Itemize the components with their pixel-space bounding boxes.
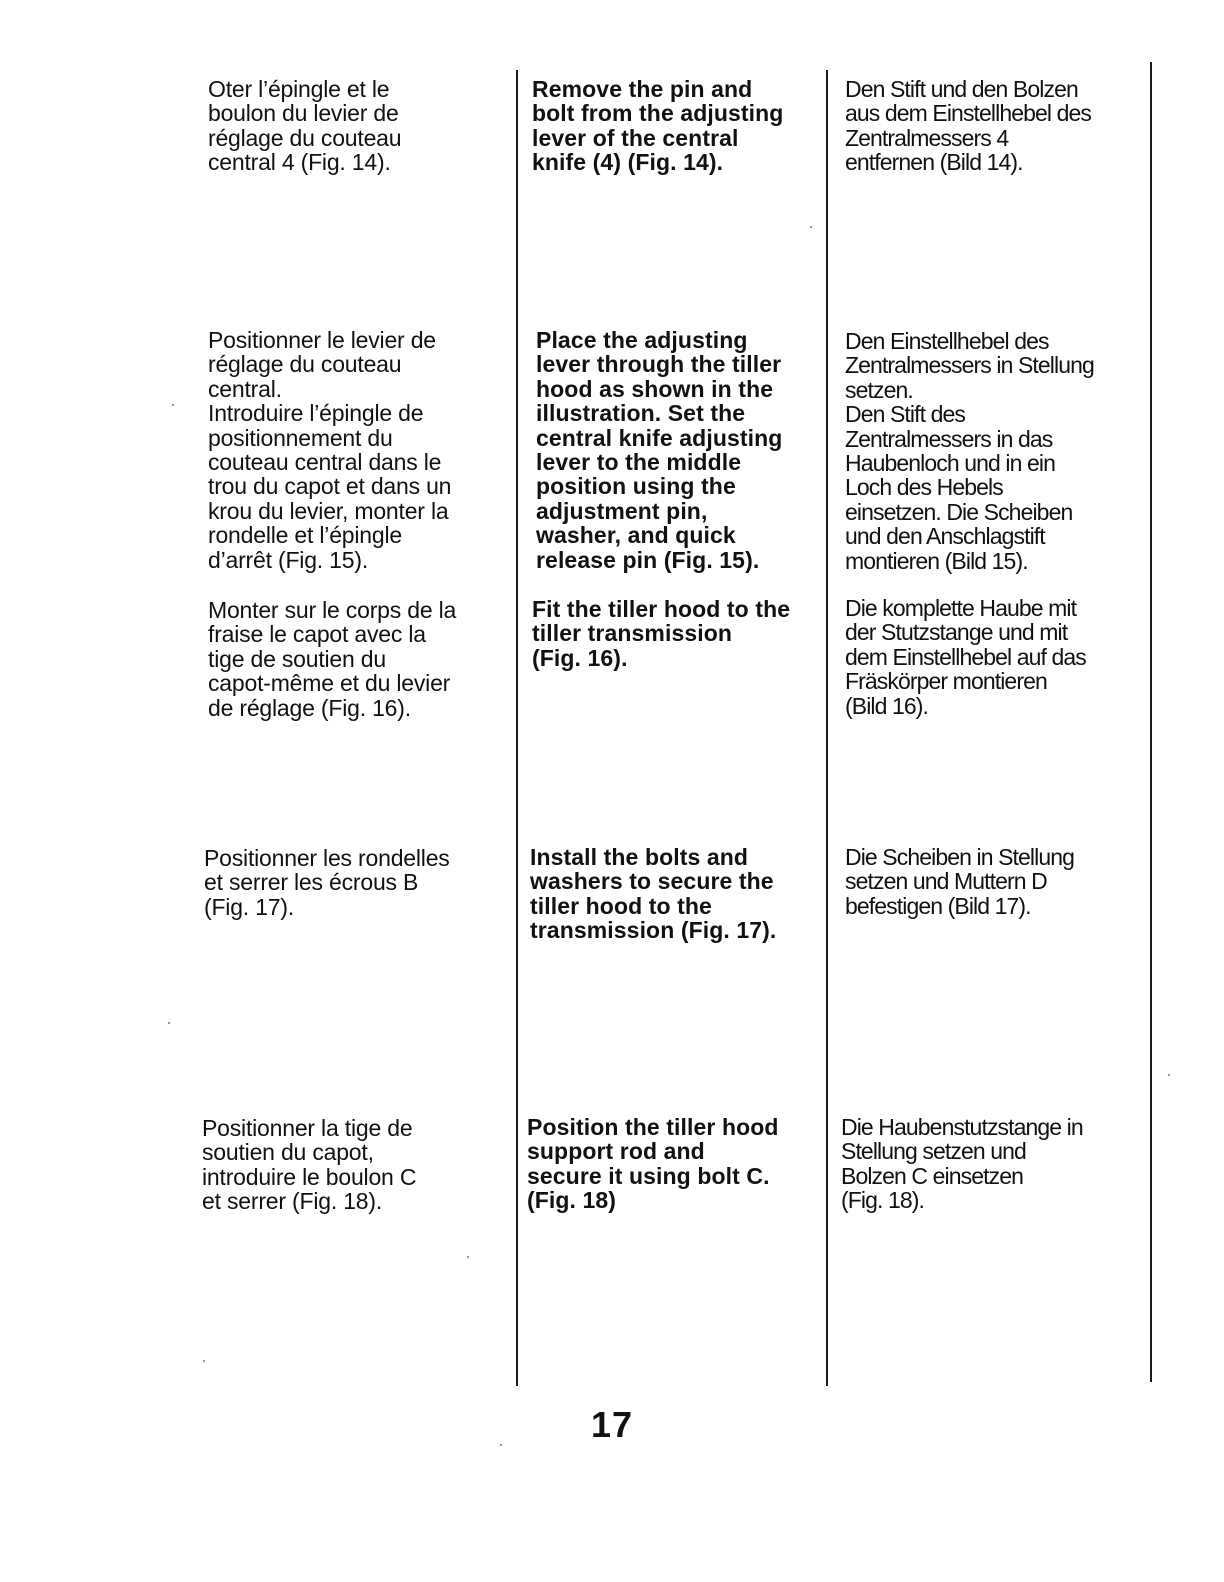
column-divider-middle: [826, 70, 828, 1386]
scan-speck: [1168, 1074, 1170, 1076]
fr-instruction-fig16: Monter sur le corps de la fraise le capot avec la tige de soutien du capot-même et du levier de réglage (Fig. 16).: [208, 597, 457, 721]
fr-instruction-fig17: Positionner les rondelles et serrer les écrous B (Fig. 17).: [204, 845, 450, 920]
column-divider-left: [516, 70, 518, 1386]
de-instruction-fig14: Den Stift und den Bolzen aus dem Einstellhebel des Zentralmessers 4 entfernen (Bild 14).: [845, 76, 1091, 176]
fr-instruction-fig14: Oter l’épingle et le boulon du levier de réglage du couteau central 4 (Fig. 14).: [208, 76, 402, 176]
en-instruction-fig16: Fit the tiller hood to the tiller transmission (Fig. 16).: [532, 596, 791, 671]
de-instruction-fig17: Die Scheiben in Stellung setzen und Muttern D befestigen (Bild 17).: [845, 844, 1075, 919]
scan-speck: [172, 404, 174, 406]
fr-instruction-fig18: Positionner la tige de soutien du capot, introduire le boulon C et serrer (Fig. 18).: [202, 1115, 417, 1215]
en-instruction-fig17: Install the bolts and washers to secure the tiller hood to the transmission (Fig. 17).: [530, 844, 777, 944]
scan-speck: [810, 226, 812, 228]
scan-speck: [203, 1360, 205, 1362]
en-instruction-fig18: Position the tiller hood support rod and secure it using bolt C. (Fig. 18): [527, 1114, 779, 1214]
column-divider-right: [1150, 62, 1152, 1382]
de-instruction-fig18: Die Haubenstutzstange in Stellung setzen und Bolzen C einsetzen (Fig. 18).: [841, 1114, 1083, 1214]
scan-speck: [500, 1444, 502, 1446]
de-instruction-fig15: Den Einstellhebel des Zentralmessers in Stellung setzen. Den Stift des Zentralmessers in das Haubenloch und in ein Loch des Hebels einsetzen. Die Scheiben und den Anschlagstift montieren (Bild 15).: [845, 328, 1094, 574]
en-instruction-fig14: Remove the pin and bolt from the adjusting lever of the central knife (4) (Fig. 14).: [532, 76, 784, 176]
en-instruction-fig15: Place the adjusting lever through the tiller hood as shown in the illustration. Set the central knife adjusting lever to the middle position using the adjustment pin, washer, and quick release pin (Fig. 15).: [536, 327, 783, 573]
scan-speck: [467, 1256, 469, 1258]
page-number: 17: [590, 1404, 634, 1445]
fr-instruction-fig15: Positionner le levier de réglage du couteau central. Introduire l’épingle de positionnement du couteau central dans le trou du capot et dans un krou du levier, monter la rondelle et l’épingle d’arrêt (Fig. 15).: [208, 327, 452, 573]
scan-speck: [168, 1022, 170, 1024]
de-instruction-fig16: Die komplette Haube mit der Stutzstange und mit dem Einstellhebel auf das Fräskörper montieren (Bild 16).: [845, 595, 1086, 719]
